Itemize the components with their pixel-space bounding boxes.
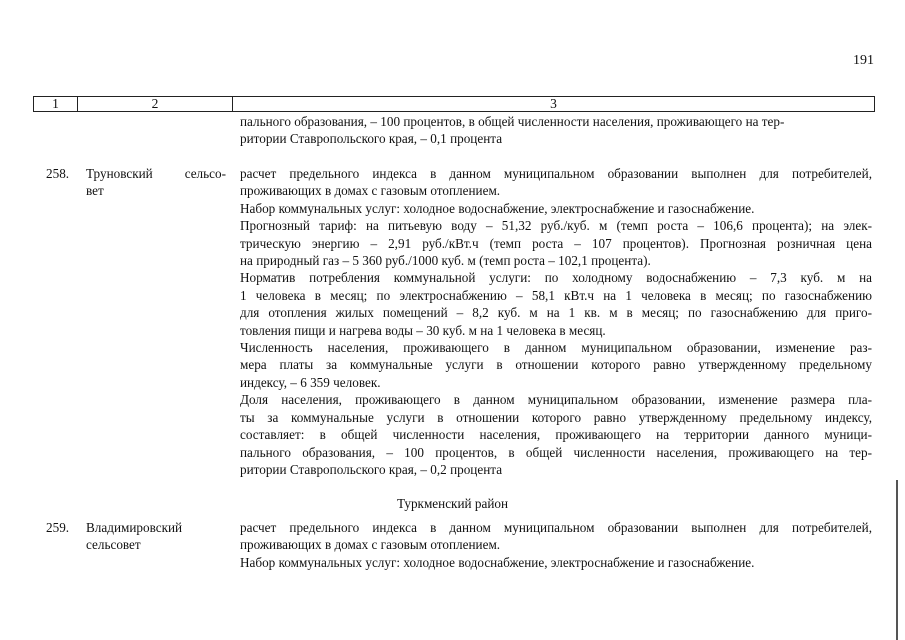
paragraph (240, 269, 872, 339)
text-line: на природный газ – 5 360 руб./1000 куб. м (темп роста – 102,1 процента). (240, 253, 651, 269)
paragraph (240, 339, 872, 391)
column-header-1: 1 (34, 97, 78, 111)
entry-259-text (240, 519, 872, 571)
page-edge-shadow (896, 480, 898, 640)
paragraph (240, 554, 872, 571)
text-line: пального образования, – 100 процентов, в общей численности населения, проживающего на тер- (240, 114, 785, 129)
table-column-header (33, 96, 875, 112)
column-header-3: 3 (550, 96, 557, 111)
text-line: расчет предельного индекса в данном муниципальном образовании выполнен для потребителей, (240, 520, 872, 535)
entry-name-word: Труновский (86, 166, 153, 181)
entry-name-line-2: вет (86, 183, 104, 199)
page-number: 191 (853, 53, 874, 68)
text-line: расчет предельного индекса в данном муниципальном образовании выполнен для потребителей, (240, 166, 872, 181)
entry-name-line-2: сельсовет (86, 537, 141, 553)
text-line: индексу, – 6 359 человек. (240, 374, 381, 390)
text-line: проживающих в домах с газовым отоплением. (240, 537, 501, 553)
paragraph (240, 165, 872, 200)
text-line: ты за коммунальные услуги в отношении которого равно утвержденному предельному индексу, (240, 409, 872, 425)
text-line: пального образования, – 100 процентов, в общей численности населения, проживающего на тер- (240, 444, 872, 460)
text-line: Набор коммунальных услуг: холодное водоснабжение, электроснабжение и газоснабжение. (240, 554, 755, 570)
continued-entry-text (240, 113, 872, 148)
text-line: 1 человека в месяц; по электроснабжению – 58,1 кВт.ч на 1 человека в месяц; по газоснабжению (240, 287, 872, 303)
entry-name-line-1: Владимировский (86, 520, 183, 535)
entry-name (86, 519, 226, 554)
entry-number: 259. (46, 520, 70, 535)
entry-number: 258. (46, 166, 70, 181)
text-line: Численность населения, проживающего в данном муниципальном образовании, изменение раз- (240, 340, 872, 356)
text-line: товления пищи и нагрева воды – 30 куб. м на 1 человека в месяц. (240, 322, 606, 338)
entry-name-word: сельсо- (184, 166, 226, 181)
text-line: составляет: в общей численности населения, проживающего на территории данного муници- (240, 427, 872, 443)
text-line: трическую энергию – 2,91 руб./кВт.ч (темп роста – 107 процентов). Прогнозная розничная цена (240, 235, 872, 251)
paragraph (240, 519, 872, 554)
text-line: ритории Ставропольского края, – 0,1 процента (240, 131, 503, 147)
text-line: ритории Ставропольского края, – 0,2 процента (240, 461, 503, 477)
paragraph (240, 391, 872, 478)
text-line: Доля населения, проживающего в данном муниципальном образовании, изменение размера пла- (240, 392, 872, 408)
entry-name-line-1 (86, 165, 226, 182)
text-line: Норматив потребления коммунальной услуги: по холодному водоснабжению – 7,3 куб. м на (240, 270, 872, 286)
column-header-2: 2 (78, 97, 233, 111)
entry-name (86, 165, 226, 200)
text-line: проживающих в домах с газовым отоплением. (240, 183, 501, 199)
entry-258-text (240, 165, 872, 478)
paragraph (240, 200, 872, 217)
text-line: Набор коммунальных услуг: холодное водоснабжение, электроснабжение и газоснабжение. (240, 200, 755, 216)
text-line: Прогнозный тариф: на питьевую воду – 51,32 руб./куб. м (темп роста – 106,6 процента); на элек- (240, 218, 872, 234)
text-line: для отопления жилых помещений – 8,2 куб. м на 1 кв. м в месяц; по газоснабжению для приго- (240, 305, 872, 321)
section-title: Туркменский район (396, 496, 509, 511)
text-line: мера платы за коммунальные услуги в отношении которого равно утвержденному предельному (240, 357, 872, 373)
paragraph (240, 217, 872, 269)
